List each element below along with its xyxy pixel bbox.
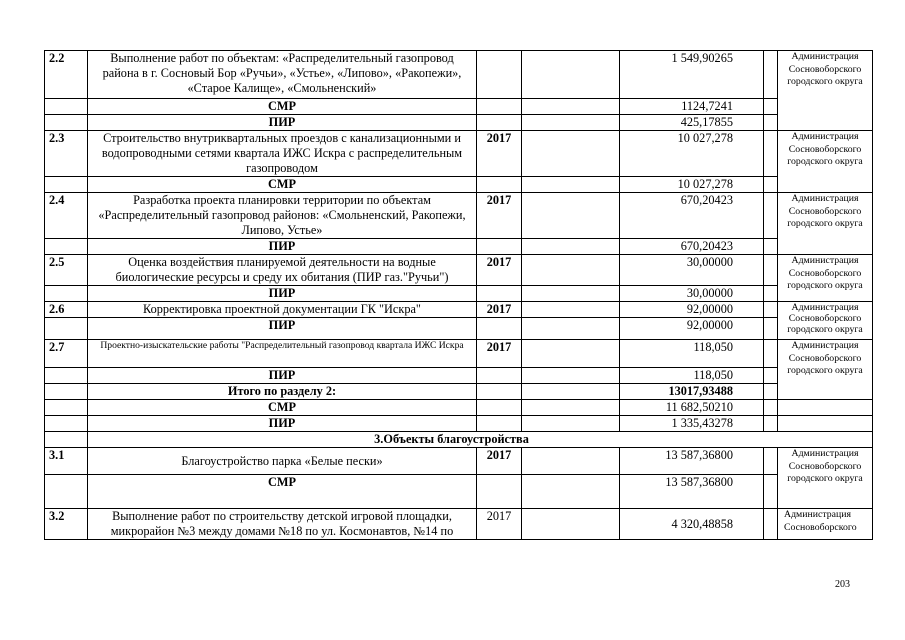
cost-type-label: СМР bbox=[88, 99, 477, 115]
section-heading-row bbox=[45, 432, 873, 448]
table-row bbox=[45, 384, 873, 400]
table-row bbox=[45, 193, 873, 239]
table-row bbox=[45, 302, 873, 318]
organization-cell: Администрация Сосновоборского городского округа bbox=[778, 131, 873, 193]
amount-cell: 13 587,36800 bbox=[620, 448, 764, 475]
row-number: 2.2 bbox=[45, 51, 88, 99]
page-number: 203 bbox=[835, 579, 850, 590]
amount-cell: 4 320,48858 bbox=[620, 509, 764, 540]
amount-cell: 670,20423 bbox=[620, 239, 764, 255]
table-row bbox=[45, 340, 873, 368]
table-row bbox=[45, 448, 873, 475]
organization-cell: Администрация Сосновоборского городского округа bbox=[778, 302, 873, 340]
cost-type-label: ПИР bbox=[88, 318, 477, 340]
amount-cell: 11 682,50210 bbox=[620, 400, 764, 416]
cost-type-label: ПИР bbox=[88, 368, 477, 384]
year-cell: 2017 bbox=[477, 340, 522, 368]
work-description: Корректировка проектной документации ГК "Искра" bbox=[88, 302, 477, 318]
year-cell: 2017 bbox=[477, 448, 522, 475]
cost-type-label: СМР bbox=[88, 475, 477, 509]
row-number: 3.2 bbox=[45, 509, 88, 540]
cost-type-label: ПИР bbox=[88, 115, 477, 131]
work-description: Оценка воздействия планируемой деятельности на водные биологические ресурсы и среду их обитания (ПИР газ."Ручьи") bbox=[88, 255, 477, 286]
empty-cell bbox=[764, 51, 778, 99]
cost-type-label: ПИР bbox=[88, 416, 477, 432]
table-row bbox=[45, 177, 873, 193]
amount-cell: 1124,7241 bbox=[620, 99, 764, 115]
budget-table bbox=[44, 50, 873, 540]
cost-type-label: СМР bbox=[88, 400, 477, 416]
amount-cell: 118,050 bbox=[620, 340, 764, 368]
work-description: Строительство внутриквартальных проездов с канализационными и водопроводными сетями квартала ИЖС Искра с распределительным газопроводом bbox=[88, 131, 477, 177]
year-cell: 2017 bbox=[477, 509, 522, 540]
year-cell: 2017 bbox=[477, 302, 522, 318]
table-row bbox=[45, 239, 873, 255]
row-number: 2.4 bbox=[45, 193, 88, 239]
table-row bbox=[45, 318, 873, 340]
organization-cell: Администрация Сосновоборского городского округа bbox=[778, 193, 873, 255]
row-number: 2.5 bbox=[45, 255, 88, 286]
table-row bbox=[45, 475, 873, 509]
amount-cell: 1 549,90265 bbox=[620, 51, 764, 99]
amount-cell: 1 335,43278 bbox=[620, 416, 764, 432]
table-row bbox=[45, 368, 873, 384]
cost-type-label: СМР bbox=[88, 177, 477, 193]
table-row bbox=[45, 400, 873, 416]
section-heading: 3.Объекты благоустройства bbox=[88, 432, 873, 448]
work-description: Проектно-изыскательские работы "Распределительный газопровод квартала ИЖС Искра bbox=[88, 340, 477, 368]
table-row bbox=[45, 416, 873, 432]
amount-cell: 30,00000 bbox=[620, 286, 764, 302]
amount-cell: 118,050 bbox=[620, 368, 764, 384]
row-number: 3.1 bbox=[45, 448, 88, 475]
row-number: 2.7 bbox=[45, 340, 88, 368]
row-number: 2.6 bbox=[45, 302, 88, 318]
year-cell: 2017 bbox=[477, 255, 522, 286]
year-cell: 2017 bbox=[477, 193, 522, 239]
section-total-amount: 13017,93488 bbox=[620, 384, 764, 400]
amount-cell: 425,17855 bbox=[620, 115, 764, 131]
amount-cell: 10 027,278 bbox=[620, 131, 764, 177]
table-row bbox=[45, 51, 873, 99]
table-row bbox=[45, 255, 873, 286]
work-description: Благоустройство парка «Белые пески» bbox=[88, 448, 477, 475]
table-row bbox=[45, 115, 873, 131]
organization-cell: Администрация Сосновоборского городского округа bbox=[778, 255, 873, 302]
amount-cell: 92,00000 bbox=[620, 302, 764, 318]
amount-cell: 10 027,278 bbox=[620, 177, 764, 193]
empty-cell bbox=[522, 51, 620, 99]
work-description: Выполнение работ по объектам: «Распределительный газопровод района в г. Сосновый Бор «Ручьи», «Устье», «Липово», «Ракопежи», «Старое Калище», «Смольненский» bbox=[88, 51, 477, 99]
year-cell bbox=[477, 51, 522, 99]
table-row bbox=[45, 286, 873, 302]
organization-cell: Администрация Сосновоборского городского округа bbox=[778, 51, 873, 131]
amount-cell: 92,00000 bbox=[620, 318, 764, 340]
year-cell: 2017 bbox=[477, 131, 522, 177]
work-description: Разработка проекта планировки территории по объектам «Распределительный газопровод районов: «Смольненский, Ракопежи, Липово, Устье» bbox=[88, 193, 477, 239]
organization-cell: Администрация Сосновоборского городского округа bbox=[778, 448, 873, 509]
work-description: Выполнение работ по строительству детской игровой площадки, микрорайон №3 между домами №18 по ул. Космонавтов, №14 по bbox=[88, 509, 477, 540]
row-number: 2.3 bbox=[45, 131, 88, 177]
amount-cell: 30,00000 bbox=[620, 255, 764, 286]
organization-cell: Администрация Сосновоборского bbox=[778, 509, 873, 540]
table-row bbox=[45, 509, 873, 540]
cost-type-label: ПИР bbox=[88, 239, 477, 255]
table-row bbox=[45, 99, 873, 115]
organization-cell: Администрация Сосновоборского городского округа bbox=[778, 340, 873, 400]
amount-cell: 13 587,36800 bbox=[620, 475, 764, 509]
cost-type-label: ПИР bbox=[88, 286, 477, 302]
section-total-label: Итого по разделу 2: bbox=[88, 384, 477, 400]
table-row bbox=[45, 131, 873, 177]
amount-cell: 670,20423 bbox=[620, 193, 764, 239]
